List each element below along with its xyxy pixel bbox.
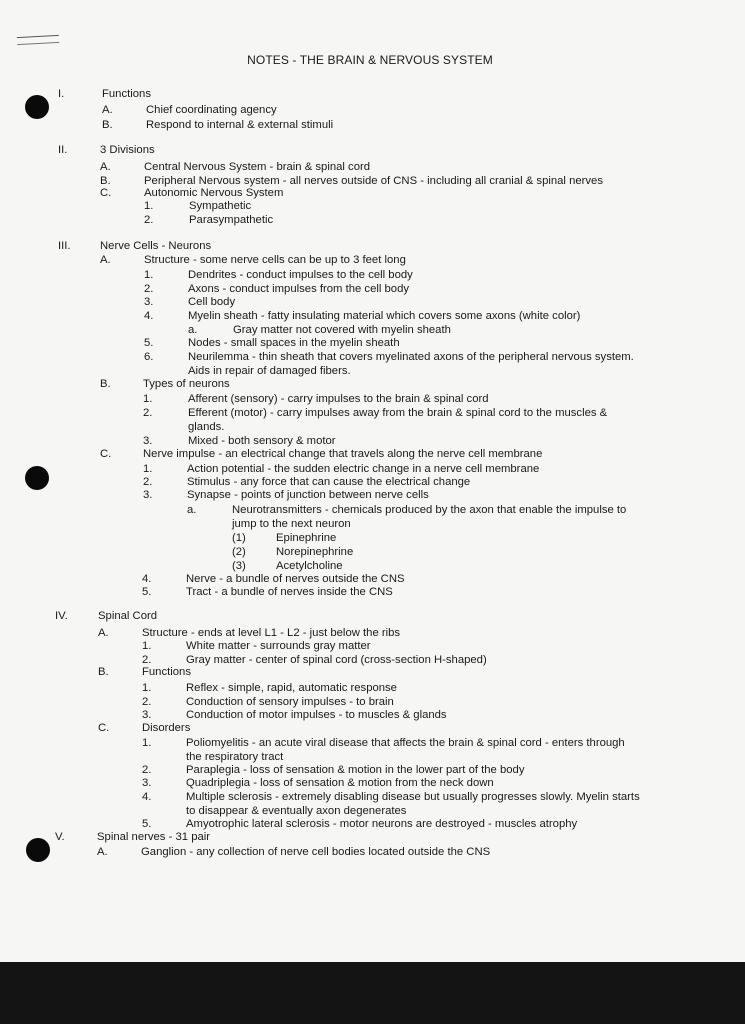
punch-hole	[25, 95, 49, 119]
outline-text: Myelin sheath - fatty insulating material which covers some axons (white color)	[188, 310, 581, 322]
outline-text: Sympathetic	[189, 200, 252, 212]
outline-marker: 1.	[142, 682, 152, 694]
outline-text: Spinal Cord	[98, 610, 158, 622]
outline-marker: C.	[100, 187, 112, 199]
outline-marker: V.	[55, 831, 65, 843]
outline-text: Epinephrine	[276, 532, 337, 544]
outline-marker: 1.	[144, 200, 154, 212]
outline-text: Neurotransmitters - chemicals produced by the axon that enable the impulse to	[232, 504, 627, 516]
outline-text: Efferent (motor) - carry impulses away from the brain & spinal cord to the muscles &	[188, 407, 608, 419]
outline-text: Stimulus - any force that can cause the electrical change	[187, 476, 471, 488]
outline-text: Disorders	[142, 722, 191, 734]
outline-text: Autonomic Nervous System	[144, 187, 284, 199]
outline-marker: A.	[98, 627, 109, 639]
outline-marker: a.	[188, 324, 198, 336]
outline-text: Nerve Cells - Neurons	[100, 240, 212, 252]
outline-marker: 1.	[143, 393, 153, 405]
outline-text: to disappear & eventually axon degenerates	[186, 805, 407, 817]
outline-marker: B.	[102, 119, 113, 131]
outline-text: Nerve impulse - an electrical change that travels along the nerve cell membrane	[143, 448, 543, 460]
outline-text: Conduction of sensory impulses - to brain	[186, 696, 394, 708]
outline-marker: 3.	[142, 777, 152, 789]
outline-text: Tract - a bundle of nerves inside the CNS	[186, 586, 393, 598]
outline-marker: A.	[102, 104, 113, 116]
outline-marker: 2.	[142, 654, 152, 666]
outline-text: White matter - surrounds gray matter	[186, 640, 371, 652]
outline-text: Quadriplegia - loss of sensation & motion from the neck down	[186, 777, 494, 789]
outline-marker: III.	[58, 240, 71, 252]
outline-text: Nerve - a bundle of nerves outside the CNS	[186, 573, 405, 585]
punch-hole	[26, 838, 50, 862]
outline-text: Ganglion - any collection of nerve cell bodies located outside the CNS	[141, 846, 491, 858]
outline-marker: C.	[98, 722, 110, 734]
outline-marker: 5.	[144, 337, 154, 349]
outline-marker: C.	[100, 448, 112, 460]
outline-marker: a.	[187, 504, 197, 516]
outline-text: Peripheral Nervous system - all nerves outside of CNS - including all cranial & spinal nerves	[144, 175, 603, 187]
outline-marker: B.	[100, 175, 111, 187]
outline-marker: A.	[100, 254, 111, 266]
outline-text: Functions	[142, 666, 191, 678]
outline-text: 3 Divisions	[100, 144, 155, 156]
outline-marker: (3)	[232, 560, 246, 572]
outline-text: Reflex - simple, rapid, automatic response	[186, 682, 397, 694]
outline-text: Acetylcholine	[276, 560, 343, 572]
outline-marker: B.	[100, 378, 111, 390]
outline-marker: 3.	[143, 489, 153, 501]
outline-marker: 2.	[144, 283, 154, 295]
outline-marker: 3.	[142, 709, 152, 721]
outline-text: Dendrites - conduct impulses to the cell body	[188, 269, 413, 281]
pen-mark	[17, 35, 59, 45]
outline-text: Structure - some nerve cells can be up to 3 feet long	[144, 254, 406, 266]
outline-marker: 3.	[143, 435, 153, 447]
outline-text: Synapse - points of junction between nerve cells	[187, 489, 429, 501]
outline-marker: 4.	[144, 310, 154, 322]
outline-text: Axons - conduct impulses from the cell body	[188, 283, 410, 295]
outline-marker: A.	[100, 161, 111, 173]
outline-text: the respiratory tract	[186, 751, 284, 763]
outline-marker: 2.	[143, 407, 153, 419]
outline-text: Conduction of motor impulses - to muscles & glands	[186, 709, 447, 721]
outline-marker: 2.	[142, 696, 152, 708]
outline-text: Norepinephrine	[276, 546, 354, 558]
outline-text: Structure - ends at level L1 - L2 - just below the ribs	[142, 627, 401, 639]
outline-text: Gray matter not covered with myelin sheath	[233, 324, 451, 336]
scan-edge	[0, 962, 745, 1024]
outline-marker: (1)	[232, 532, 246, 544]
outline-marker: 1.	[144, 269, 154, 281]
outline-marker: 1.	[142, 737, 152, 749]
outline-marker: 1.	[142, 640, 152, 652]
outline-text: Aids in repair of damaged fibers.	[188, 365, 351, 377]
outline-text: Spinal nerves - 31 pair	[97, 831, 211, 843]
outline-text: Mixed - both sensory & motor	[188, 435, 336, 447]
punch-hole	[25, 466, 49, 490]
outline-text: Cell body	[188, 296, 236, 308]
outline-marker: 3.	[144, 296, 154, 308]
outline-marker: A.	[97, 846, 108, 858]
outline-marker: (2)	[232, 546, 246, 558]
outline-text: Chief coordinating agency	[146, 104, 277, 116]
outline-text: Central Nervous System - brain & spinal cord	[144, 161, 371, 173]
outline-text: Poliomyelitis - an acute viral disease that affects the brain & spinal cord - enters through	[186, 737, 625, 749]
outline-text: Multiple sclerosis - extremely disabling disease but usually progresses slowly. Myelin starts	[186, 791, 640, 803]
outline-text: Paraplegia - loss of sensation & motion in the lower part of the body	[186, 764, 525, 776]
outline-text: jump to the next neuron	[232, 518, 351, 530]
outline-text: Amyotrophic lateral sclerosis - motor neurons are destroyed - muscles atrophy	[186, 818, 578, 830]
outline-marker: II.	[58, 144, 68, 156]
outline-text: Functions	[102, 88, 151, 100]
outline-marker: 1.	[143, 463, 153, 475]
outline-text: glands.	[188, 421, 225, 433]
outline-text: Action potential - the sudden electric change in a nerve cell membrane	[187, 463, 540, 475]
outline-text: Parasympathetic	[189, 214, 274, 226]
outline-marker: 2.	[144, 214, 154, 226]
outline-text: Nodes - small spaces in the myelin sheath	[188, 337, 400, 349]
outline-marker: 4.	[142, 791, 152, 803]
outline-marker: IV.	[55, 610, 68, 622]
outline-text: Respond to internal & external stimuli	[146, 119, 334, 131]
outline-marker: 2.	[143, 476, 153, 488]
outline-marker: 2.	[142, 764, 152, 776]
page-title: NOTES - THE BRAIN & NERVOUS SYSTEM	[247, 53, 493, 67]
outline-marker: B.	[98, 666, 109, 678]
outline-marker: I.	[58, 88, 65, 100]
outline-marker: 6.	[144, 351, 154, 363]
outline-marker: 4.	[142, 573, 152, 585]
outline-text: Types of neurons	[143, 378, 230, 390]
outline-marker: 5.	[142, 586, 152, 598]
outline-text: Gray matter - center of spinal cord (cross-section H-shaped)	[186, 654, 487, 666]
outline-marker: 5.	[142, 818, 152, 830]
outline-text: Neurilemma - thin sheath that covers myelinated axons of the peripheral nervous system.	[188, 351, 634, 363]
outline-text: Afferent (sensory) - carry impulses to the brain & spinal cord	[188, 393, 489, 405]
